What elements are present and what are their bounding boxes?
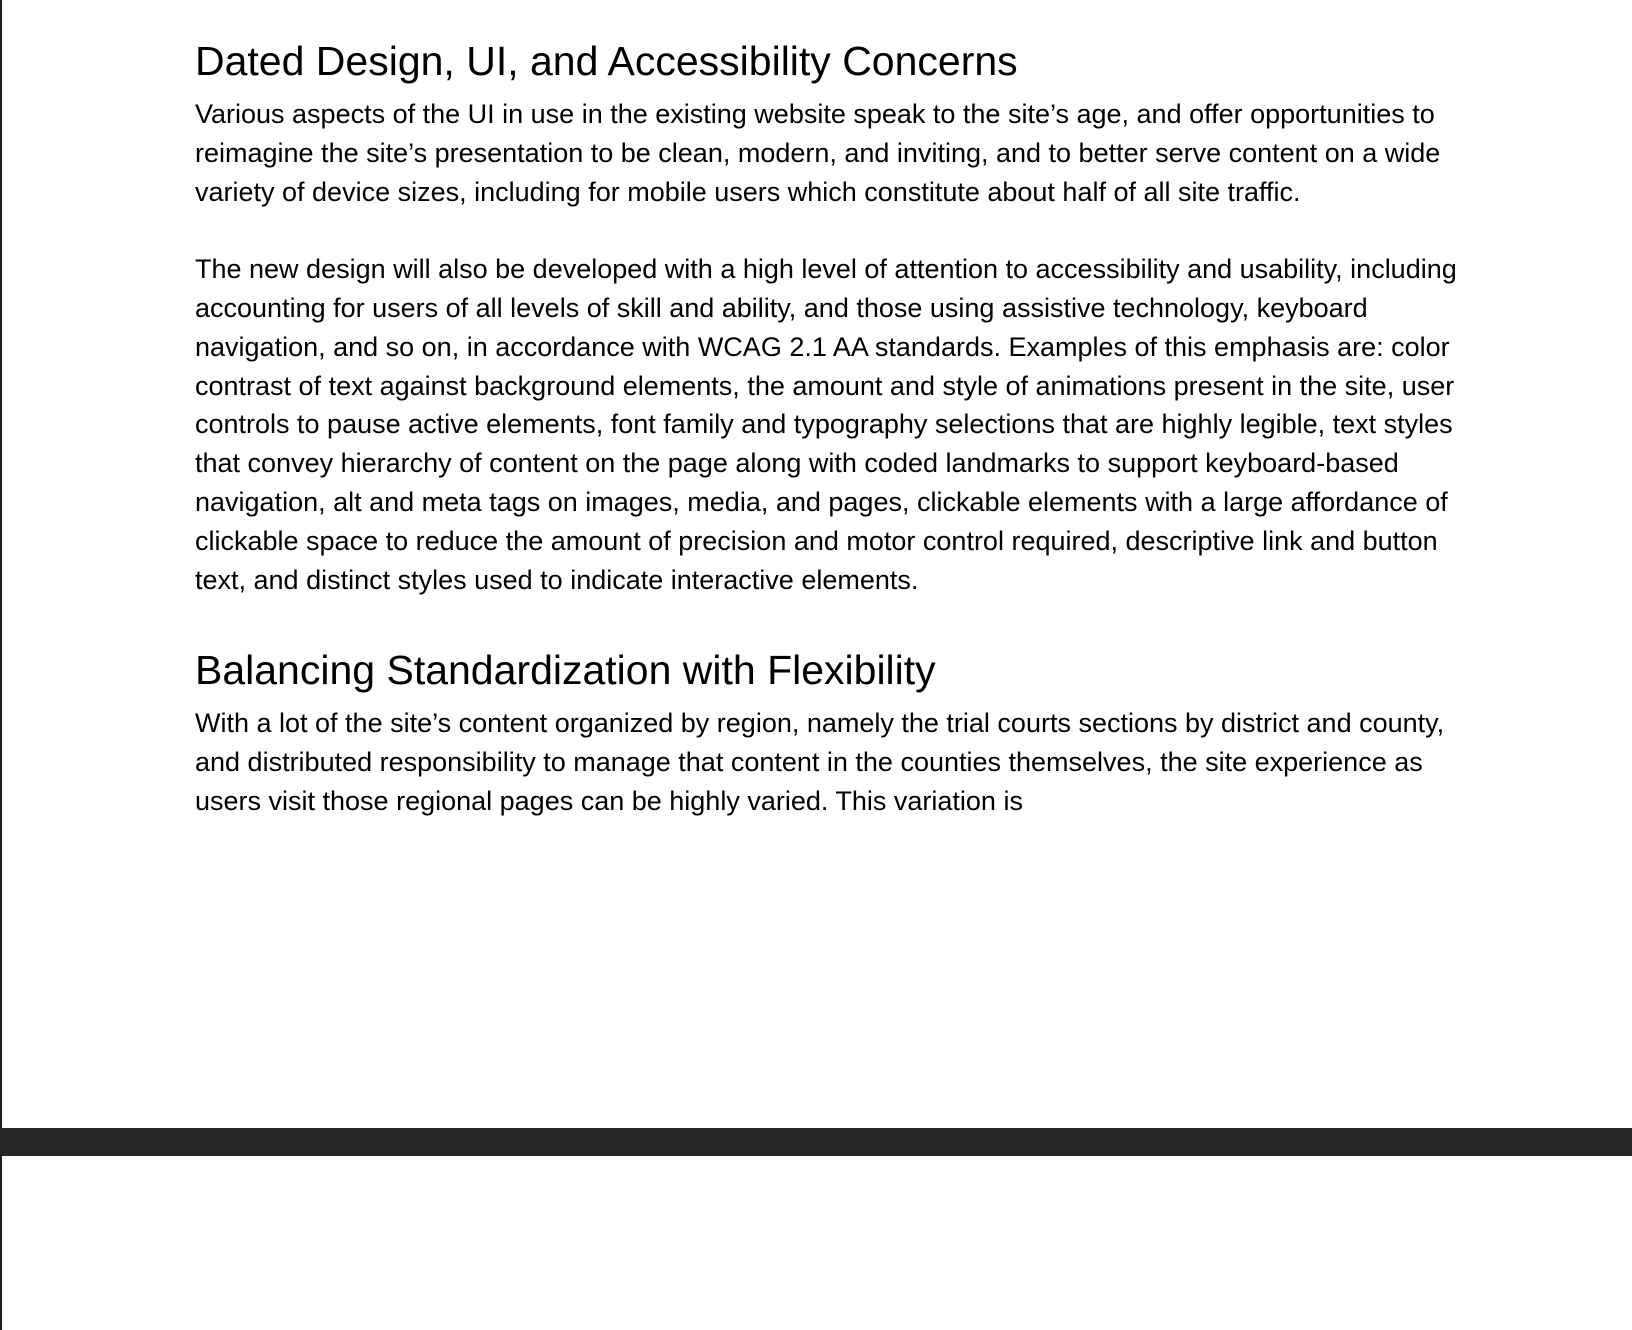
- next-document-page: [0, 1156, 1632, 1330]
- paragraph-regional-content: With a lot of the site’s content organized by region, namely the trial courts sections by district and county, and distributed responsibility to manage that content in the counties themselves, the site experience as users visit those regional pages can be highly varied. This variation is: [195, 708, 1445, 816]
- paragraph-accessibility-standards: The new design will also be developed with a high level of attention to accessibility and usability, including accounting for users of all levels of skill and ability, and those using assistive technology, keyboard navigation, and so on, in accordance with WCAG 2.1 AA standards. Examples of this emphasis are: color contrast of text against background elements, the amount and style of animations present in the site, user controls to pause active elements, font family and typography selections that are highly legible, text styles that convey hierarchy of content on the page along with coded landmarks to support keyboard-based navigation, alt and meta tags on images, media, and pages, clickable elements with a large affordance of clickable space to reduce the amount of precision and motor control required, descriptive link and button text, and distinct styles used to indicate interactive elements.: [195, 254, 1457, 595]
- paragraph-dated-ui: Various aspects of the UI in use in the existing website speak to the site’s age, and offer opportunities to reimagine the site’s presentation to be clean, modern, and inviting, and to better serve content on a wide variety of device sizes, including for mobile users which constitute about half of all site traffic.: [195, 99, 1441, 207]
- section-heading-accessibility: Dated Design, UI, and Accessibility Concerns: [195, 38, 1018, 84]
- page-content: [195, 32, 1485, 821]
- page-separator: [0, 1128, 1632, 1156]
- section-heading-standardization: Balancing Standardization with Flexibility: [195, 647, 936, 694]
